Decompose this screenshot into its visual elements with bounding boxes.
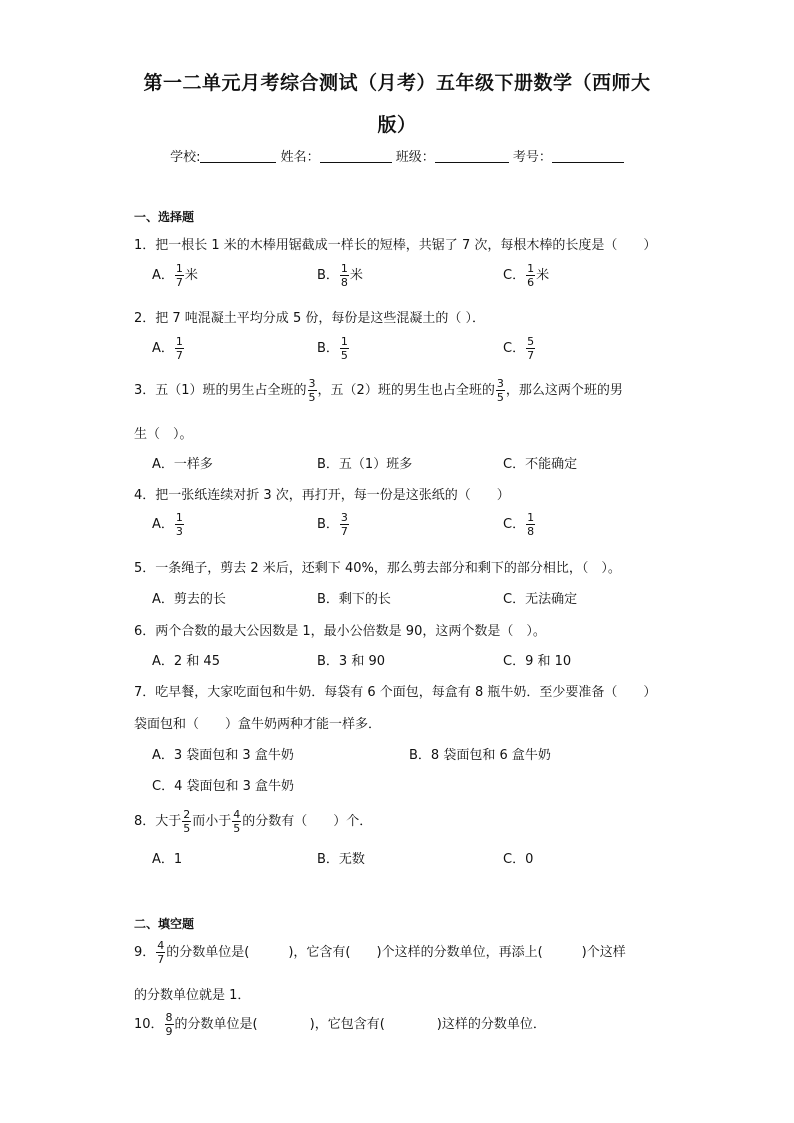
number-blank[interactable] — [552, 149, 624, 163]
option-label: C． — [503, 517, 526, 532]
section-heading-fill-blank: 二、填空题 — [134, 917, 195, 931]
q5-option-b[interactable]: B．剩下的长 — [317, 592, 391, 607]
question-10-text — [134, 1012, 546, 1037]
q5-option-c[interactable]: C．无法确定 — [503, 592, 578, 607]
option-label: A． — [152, 517, 174, 532]
fraction: $\frac{2}{5}$ — [183, 808, 191, 835]
student-info-row — [0, 146, 794, 165]
fraction: $\frac{1}{7}$ — [175, 335, 183, 362]
text-part: 而小于 — [192, 814, 232, 829]
number-label: 考号： — [512, 150, 552, 165]
question-4-text: 4．把一张纸连续对折 3 次，再打开，每一份是这张纸的（ ） — [134, 488, 510, 503]
option-label: A． — [152, 268, 174, 283]
fraction: $\frac{1}{5}$ — [340, 335, 348, 362]
fraction: $\frac{5}{7}$ — [527, 335, 535, 362]
unit: 米 — [349, 268, 363, 283]
option-label: A． — [152, 341, 174, 356]
question-3-text — [134, 378, 623, 403]
q1-option-b[interactable] — [317, 263, 363, 288]
text-part: 9． — [134, 945, 156, 960]
option-label: C． — [503, 341, 526, 356]
q2-option-b[interactable] — [317, 336, 350, 361]
text-part: ，五（2）班的男生也占全班的 — [317, 383, 495, 398]
school-label: 学校: — [170, 150, 201, 165]
question-9-text — [134, 940, 626, 965]
question-7-text-line-2: 袋面包和（ ）盒牛奶两种才能一样多． — [134, 717, 382, 732]
q6-option-b[interactable]: B．3 和 90 — [317, 654, 385, 669]
class-blank[interactable] — [435, 149, 509, 163]
q4-option-c[interactable] — [503, 512, 536, 537]
unit: 米 — [536, 268, 550, 283]
text-part: 的分数单位是( )，它包含有( )这样的分数单位． — [174, 1017, 546, 1032]
fraction: $\frac{4}{7}$ — [157, 939, 165, 966]
text-part: 8．大于 — [134, 814, 182, 829]
text-part: 3．五（1）班的男生占全班的 — [134, 383, 307, 398]
q1-option-c[interactable] — [503, 263, 549, 288]
q2-option-c[interactable] — [503, 336, 536, 361]
q3-option-c[interactable]: C．不能确定 — [503, 457, 578, 472]
fraction: $\frac{8}{9}$ — [165, 1011, 173, 1038]
fraction: $\frac{4}{5}$ — [233, 808, 241, 835]
q4-option-b[interactable] — [317, 512, 350, 537]
class-label: 班级： — [395, 150, 435, 165]
text-part: 的分数单位是( )，它含有( )个这样的分数单位，再添上( )个这样 — [166, 945, 626, 960]
q7-option-c[interactable]: C．4 袋面包和 3 盒牛奶 — [152, 779, 295, 794]
q8-option-a[interactable]: A．1 — [152, 852, 183, 867]
fraction: $\frac{1}{6}$ — [527, 262, 535, 289]
option-label: C． — [503, 268, 526, 283]
question-7-text: 7．吃早餐，大家吃面包和牛奶．每袋有 6 个面包，每盒有 8 瓶牛奶．至少要准备（ ） — [134, 685, 657, 700]
school-blank[interactable] — [200, 149, 276, 163]
fraction: $\frac{1}{3}$ — [175, 511, 183, 538]
document-title — [110, 62, 684, 146]
q7-option-a[interactable]: A．3 袋面包和 3 盒牛奶 — [152, 748, 294, 763]
fraction: $\frac{1}{8}$ — [527, 511, 535, 538]
unit: 米 — [184, 268, 198, 283]
text-part: 的分数有（ ）个． — [242, 814, 373, 829]
q1-option-a[interactable] — [152, 263, 198, 288]
q4-option-a[interactable] — [152, 512, 185, 537]
question-9-text-line-2: 的分数单位就是 1． — [134, 988, 251, 1003]
section-heading-choice: 一、选择题 — [134, 210, 195, 224]
q3-option-a[interactable]: A．一样多 — [152, 457, 213, 472]
q8-option-b[interactable]: B．无数 — [317, 852, 365, 867]
q8-option-c[interactable]: C．0 — [503, 852, 534, 867]
name-label: 姓名： — [280, 150, 320, 165]
fraction: $\frac{1}{8}$ — [340, 262, 348, 289]
option-label: B． — [317, 517, 339, 532]
text-part: ，那么这两个班的男 — [505, 383, 623, 398]
question-3-text-line-2: 生（ ）。 — [134, 427, 193, 442]
question-8-text — [134, 809, 372, 834]
q6-option-c[interactable]: C．9 和 10 — [503, 654, 572, 669]
title-line-2: 版） — [377, 114, 417, 136]
option-label: B． — [317, 268, 339, 283]
q7-option-b[interactable]: B．8 袋面包和 6 盒牛奶 — [409, 748, 551, 763]
question-6-text: 6．两个合数的最大公因数是 1，最小公倍数是 90，这两个数是（ ）。 — [134, 624, 546, 639]
question-2-text: 2．把 7 吨混凝土平均分成 5 份，每份是这些混凝土的（ ）． — [134, 311, 485, 326]
fraction: $\frac{3}{5}$ — [308, 377, 316, 404]
title-line-1: 第一二单元月考综合测试（月考）五年级下册数学（西师大 — [143, 72, 651, 94]
q2-option-a[interactable] — [152, 336, 185, 361]
text-part: 10． — [134, 1017, 164, 1032]
name-blank[interactable] — [320, 149, 392, 163]
q5-option-a[interactable]: A．剪去的长 — [152, 592, 226, 607]
fraction: $\frac{3}{7}$ — [340, 511, 348, 538]
q6-option-a[interactable]: A．2 和 45 — [152, 654, 220, 669]
question-5-text: 5．一条绳子，剪去 2 米后，还剩下 40%，那么剪去部分和剩下的部分相比，（ ）。 — [134, 561, 621, 576]
fraction: $\frac{3}{5}$ — [496, 377, 504, 404]
question-1-text: 1．把一根长 1 米的木棒用锯截成一样长的短棒，共锯了 7 次，每根木棒的长度是（ ） — [134, 238, 657, 253]
fraction: $\frac{1}{7}$ — [175, 262, 183, 289]
q3-option-b[interactable]: B．五（1）班多 — [317, 457, 413, 472]
option-label: B． — [317, 341, 339, 356]
